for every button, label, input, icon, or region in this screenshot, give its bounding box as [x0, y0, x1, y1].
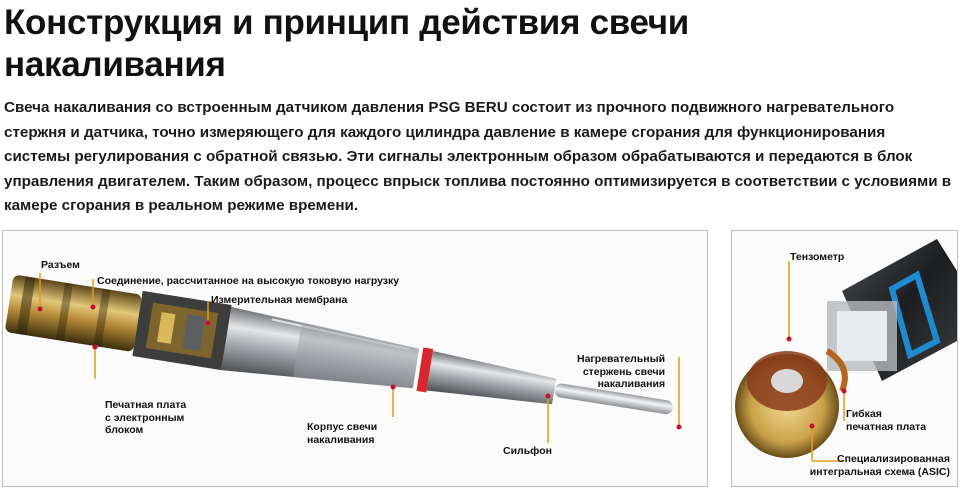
intro-paragraph: Свеча накаливания со встроенным датчиком давления PSG BERU состоит из прочного подвижного нагревательного стержня и датчика, точно измеряющего для каждого цилиндра давление в камере сгорания для функционирования системы регулирования с обратной связью. Эти сигналы электронным образом обрабатываются и передаются в блок управления двигателем. Таким образом, процесс впрыск топлива постоянно оптимизируется в соответствии с условиями в камере сгорания в реальном режиме времени.	[4, 99, 952, 214]
label-pcb-electronics: Печатная плата с электронным блоком	[105, 399, 187, 436]
label-measuring-membrane: Измерительная мембрана	[211, 294, 348, 306]
sensor-detail-diagram	[731, 230, 958, 487]
label-asic: Специализированная интегральная схема (ASIC)	[809, 453, 950, 478]
label-flex-pcb: Гибкая печатная плата	[846, 408, 927, 433]
label-high-current-connection: Соединение, рассчитанное на высокую токовую нагрузку	[97, 275, 400, 287]
page-title: Конструкция и принцип действия свечи накаливания	[4, 3, 690, 84]
label-plug-body: Корпус свечи накаливания	[307, 421, 378, 446]
label-strain-gauge: Тензометр	[790, 251, 845, 263]
glow-plug-cutaway-diagram	[2, 230, 708, 487]
sensor-detail-illustration	[732, 231, 957, 486]
label-bellows: Сильфон	[503, 445, 552, 457]
label-heating-rod: Нагревательный стержень свечи накаливания	[577, 353, 666, 390]
label-connector: Разъем	[41, 259, 80, 271]
